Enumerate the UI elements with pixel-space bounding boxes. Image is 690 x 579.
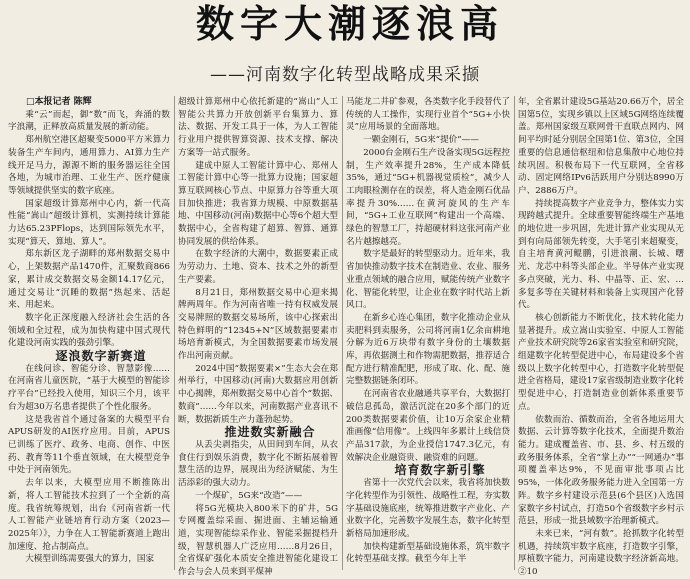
paragraph: 8月21日，郑州数据交易中心迎来揭牌两周年。作为河南省唯一持有权威发展交易牌照的数据交易场所，该中心探索出特色鲜明的“12345+N”区域数据要素市场培育新模式，为全国数据要素市场发展作出河南贡献。 bbox=[178, 287, 338, 362]
paragraph: 加快构建新型基础设施体系，筑牢数字化转型基础支撑。截至今年上半 bbox=[346, 541, 510, 565]
section-heading: 逐浪数字新赛道 bbox=[55, 349, 147, 364]
paragraph: 郑东新区龙子湖畔的郑州数据交易中心，上架数据产品1470件，汇聚数商866家，累计成交数据交易金额14.17亿元，通过交易让“沉睡的数据”热起来、活起来、用起来。 bbox=[8, 249, 170, 311]
page-subtitle: ——河南数字化转型战略成果采撷 bbox=[210, 65, 480, 85]
paragraph: 乘“云”而起，御“数”而飞，奔涌的数字浪潮，正释放高质量发展的新动能。 bbox=[8, 109, 170, 133]
paragraph: 在线问诊、智能分诊、智慧影像……在河南省儿童医院，“基于大模型的智能诊疗平台”已经投入使用，知识三个月，该平台为超30万名患者提供了个性化服务。 bbox=[8, 363, 170, 412]
column-1 bbox=[8, 96, 170, 572]
column-divider bbox=[342, 96, 343, 570]
column-3 bbox=[346, 96, 510, 572]
paragraph: 将5G光模块入800米下的矿井，5G专网覆盖综采面、掘进面、主辅运输通道，实现智能综采作业、智能采掘提档升级，智慧机器人广泛应用……8月26日，全省煤矿强化本质安全推进智能化建设工作会与会人员来到平煤神 bbox=[178, 503, 338, 578]
byline: □本报记者 陈辉 bbox=[26, 97, 92, 107]
paragraph: 在河南省农业融通共享平台，大数据打破信息孤岛，激活沉淀在20多个部门的近200类数据要素价值，让10万余家企业精准画像“信用像”。上线四年多累计上线信贷产品317款，为企业授信1747.3亿元，有效解决企业融资贵、融资难的问题。 bbox=[346, 389, 510, 463]
page-title: 数字大潮逐浪高 bbox=[195, 2, 504, 46]
paragraph: 2000台金刚石生产设备实现5G远程控制，生产效率提升28%，生产成本降低35%，通过“5G+机器视觉质检”，减少人工肉眼检测存在的误差，将人造金刚石优品率提升30%……在黄河旋风的生产车间，“5G+工业互联网”构建出一个高端、绿色的智慧工厂，持超硬材料这张河南产业名片越擦越亮。 bbox=[346, 147, 510, 247]
paragraph: 郑州航空港区超聚变5000平方米算力装备生产车间内，通用算力、AI算力生产线开足马力，源源不断的服务器运往全国各地，为城市治理、工业生产、医疗健康等领域提供坚实的数字底座。 bbox=[8, 135, 170, 196]
paragraph: 在新乡心连心集团，数字化推动企业从卖肥料到卖服务，公司将河南1亿余亩耕地分解为近6万块带有数字身份的土壤数据库，再依据测土和作物需肥数据，推荐适合配方进行精准配肥，形成了取、化、配、施完整数据链条闭环。 bbox=[346, 312, 510, 387]
paragraph: 核心创新能力不断优化，技术转化能力显著提升。成立嵩山实验室、中原人工智能产业技术研究院等26家省实验室和研究院，组建数字化转型促进中心，布局建设多个省级以上数字化转型中心，打造数字化转型促进全省格局，建设17家省级制造业数字化转型促进中心，打造制造业创新体系重要节点。 bbox=[518, 312, 684, 412]
paragraph: 一个煤矿，5G来“改造”—— bbox=[195, 490, 303, 501]
paragraph: 未来已来，“河有数”。抢抓数字化转型机遇，持续筑牢数字底座，打造数字引擎，厚植数字能力，河南建设数字经济新高地。②10 bbox=[518, 528, 684, 578]
paragraph: 省第十一次党代会以来，我省将加快数字化转型作为引领性、战略性工程，夯实数字基础设施底座，统筹推进数字产业化、产业数字化，完善数字发展生态，数字化转型新格局加速形成。 bbox=[346, 478, 510, 539]
paragraph: 数字化正深度融入经济社会生活的各领域和全过程，成为加快构建中国式现代化建设河南实践的强劲引擎。 bbox=[8, 312, 170, 349]
section-heading: 培育数字新引擎 bbox=[394, 463, 486, 478]
paragraph: 国家超级计算郑州中心内，新一代高性能“嵩山”超级计算机，实测持续计算能力达65.23PFlops，达到国际领先水平，实现“算天、算地、算人”。 bbox=[8, 198, 170, 247]
paragraph: 年，全省累计建设5G基站20.66万个，居全国第5位，实现乡镇以上区域5G网络连续覆盖。郑州国家级互联网骨干直联点网内、网间平均时延分别居全国第1位、第3位，全国重要的信息通信枢纽和信息集散中心地位持续巩固。积极布局下一代互联网，全省移动、固定网络IPv6活跃用户分别达8990万户、2886万户。 bbox=[518, 97, 684, 196]
paragraph: 2024中国“数据要素×”生态大会在郑州举行，中国移动(河南)大数据应用创新中心揭牌，郑州数据交易中心首个“数据、数商”……今年以来，河南数据产业喜讯不断，数据新质生产力蓬勃起势。 bbox=[178, 363, 338, 425]
column-divider bbox=[514, 96, 515, 570]
column-2 bbox=[178, 96, 338, 578]
column-divider bbox=[174, 96, 175, 570]
paragraph: 去年以来，大模型应用不断推陈出新，将人工智能技术拉到了一个全新的高度。我省统筹规划，出台《河南省新一代人工智能产业链培育行动方案（2023—2025年）》，力争在人工智能新赛道上跑出加速度、抢占制高点。 bbox=[8, 478, 170, 552]
paragraph: 建成中原人工智能计算中心、郑州人工智能计算中心等一批算力设施；国家超算互联网核心节点、中原算力谷等重大项目加快推进；我省算力规模、中原数据基地、中国移动(河南)数据中心等6个超大型数据中心，全省构建了超算、智算、通算协同发展的供给体系。 bbox=[178, 160, 338, 247]
section-heading: 推进数实新融合 bbox=[224, 425, 316, 440]
paragraph: 数字是最好的转型驱动力。近年来，我省加快推动数字技术在制造业、农业、服务业重点领域的融合应用，赋能传统产业数字化、智能化转型，让企业在数字时代站上新风口。 bbox=[346, 249, 510, 311]
paragraph: 依数而治、循数而治，全省各地运用大数据、云计算等数字化技术，全面提升数治能力。建成覆盖省、市、县、乡、村五级的政务服务体系，全省“掌上办”“一网通办”事项覆盖率达9%，不见面审批事项占比95%，一体化政务服务能力进入全国第一方阵。数字乡村建设示范县(6个县区)入选国家数字乡村试点，打造50个省级数字乡村示范县，形成一批县域数字治理新模式。 bbox=[518, 414, 684, 527]
column-4 bbox=[518, 96, 684, 578]
paragraph: 一颗金刚石，5G来“提价”—— bbox=[363, 135, 479, 146]
paragraph: 从丢尖剥指尖，从田间到车间，从衣食住行到娱乐消费，数字化不断拓展着智慧生活的边界，展现出为经济赋能、为生活添彩的强大动力。 bbox=[178, 439, 338, 489]
paragraph: 持续提高数字产业竞争力，整体实力实现跨越式提升。全球重要智能终端生产基地的地位进一步巩固，先进计算产业实现从无到有向局部领先转变，大手笔引来超聚变，自主培育黄河鲲鹏，引进浪潮、长城、曙光、龙芯中科等头部企业。半导体产业实现多点突破，光力、科、中晶等、正、宏、…多复多等在关键材料和装备上实现国产化替代。 bbox=[518, 198, 684, 311]
paragraph: 大模型训练需要强大的算力，国家 bbox=[25, 554, 155, 565]
paragraph: 超级计算郑州中心依托新建的“嵩山”人工智能公共算力开放创新平台集算力、算法、数据、开发工具于一体，为人工智能行业用户提供智算资源、技术支撑、解决方案等一站式服务。 bbox=[178, 97, 338, 158]
paragraph: 马能龙二井矿参观，各类数字化手段替代了传统的人工操作，实现行业首个“5G+小快灵”应用场景的全面落地。 bbox=[346, 97, 510, 133]
paragraph: 在数字经济的大潮中，数据要素正成为劳动力、土地、资本、技术之外的新型生产要素。 bbox=[178, 249, 338, 285]
paragraph: 这是我省首个通过备案的大模型平台APUS研发的AI医疗应用。目前，APUS已训练了医疗、政务、电商、创作、中医药、教育等11个垂直领域，在大模型竞争中处于河南领先。 bbox=[8, 414, 170, 476]
